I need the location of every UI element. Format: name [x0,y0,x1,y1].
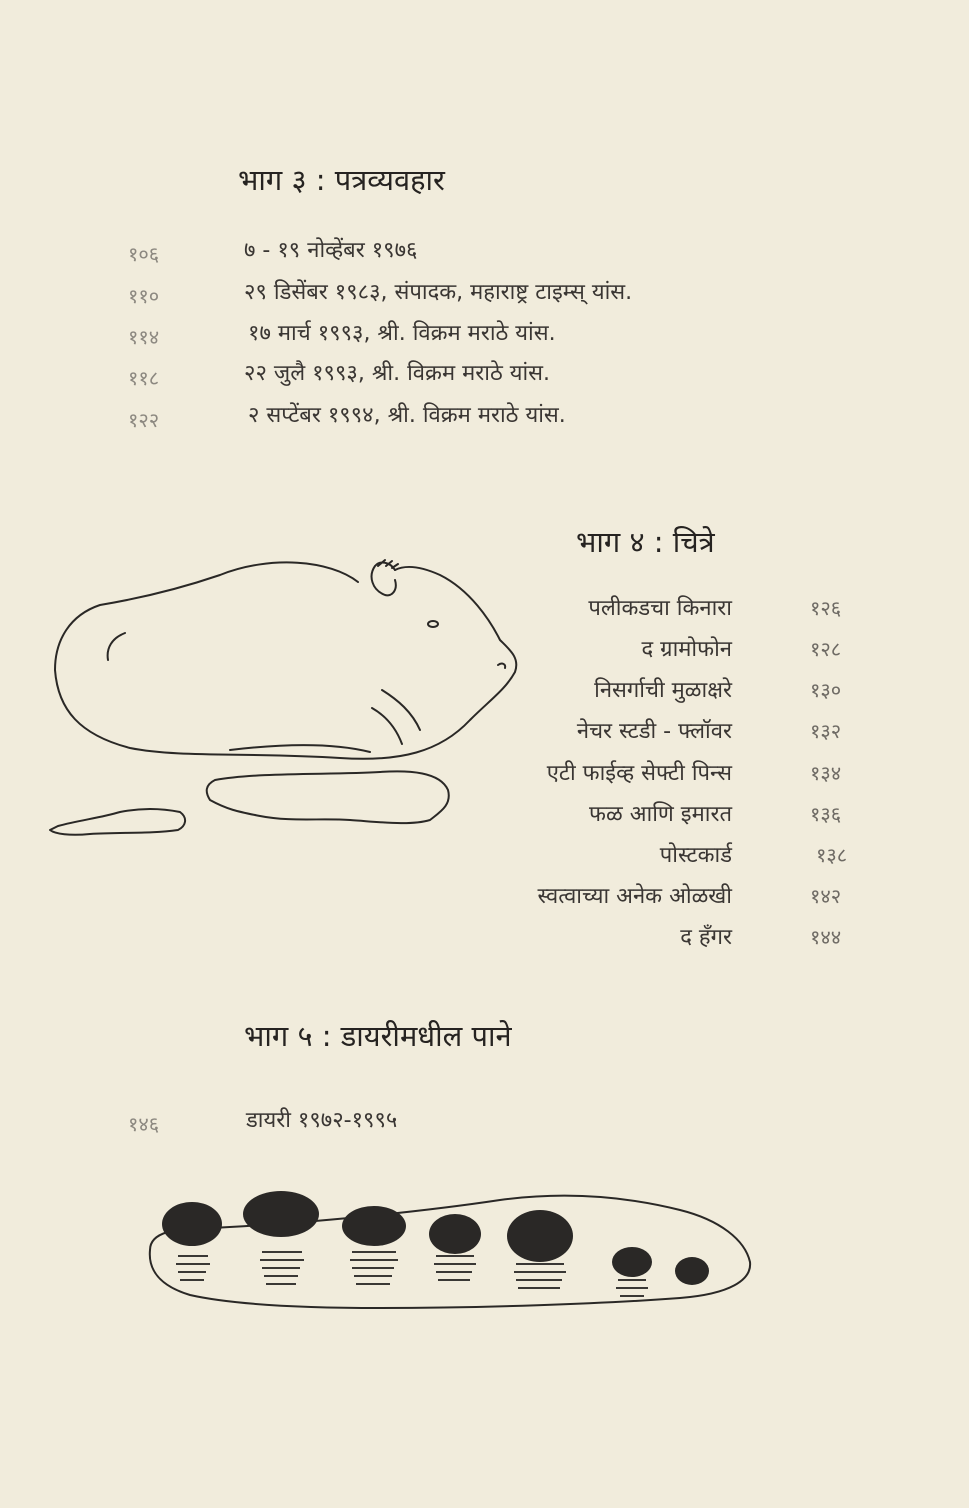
part3-entry-4-title[interactable]: २२ जुलै १९९३, श्री. विक्रम मराठे यांस. [244,361,551,386]
part3-entry-1-page: १०६ [128,242,160,266]
part3-entry-4-page: ११८ [128,366,160,390]
part4-entry-1-page: १२६ [810,596,842,620]
part3-entry-5-title[interactable]: २ सप्टेंबर १९९४, श्री. विक्रम मराठे यांस. [248,403,566,428]
part4-entry-4-page: १३२ [810,719,842,743]
part3-entry-1-title[interactable]: ७ - १९ नोव्हेंबर १९७६ [244,238,418,263]
part4-heading: भाग ४ : चित्रे [576,525,715,559]
part4-entry-5-page: १३४ [810,761,842,785]
part5-entry-1-page: १४६ [128,1112,160,1136]
part3-entry-2-title[interactable]: २९ डिसेंबर १९८३, संपादक, महाराष्ट्र टाइम्स् यांस. [244,280,633,305]
part4-entry-6-page: १३६ [810,802,842,826]
part4-entry-6-title[interactable]: फळ आणि इमारत [589,802,732,827]
part5-heading: भाग ५ : डायरीमधील पाने [244,1019,512,1053]
part4-entry-7-title[interactable]: पोस्टकार्ड [659,843,732,868]
part4-entry-2-page: १२८ [810,637,842,661]
part4-entry-7-page: १३८ [816,843,848,867]
puddle-sketch [50,771,449,834]
creature-sketch [55,560,516,759]
part4-entry-3-title[interactable]: निसर्गाची मुळाक्षरे [594,678,732,703]
part4-entry-1-title[interactable]: पलीकडचा किनारा [588,596,732,621]
stones-sketch [150,1191,750,1308]
part4-entry-3-page: १३० [810,678,842,702]
part4-entry-8-page: १४२ [810,884,842,908]
part3-entry-3-title[interactable]: १७ मार्च १९९३, श्री. विक्रम मराठे यांस. [248,321,556,346]
part4-entry-9-page: १४४ [810,925,842,949]
part4-entry-9-title[interactable]: द हँगर [680,925,732,950]
part4-entry-2-title[interactable]: द ग्रामोफोन [641,637,732,662]
part4-entry-5-title[interactable]: एटी फाईव्ह सेफ्टी पिन्स [546,761,732,786]
part3-entry-3-page: ११४ [128,325,160,349]
part4-entry-4-title[interactable]: नेचर स्टडी - फ्लॉवर [576,719,732,744]
part5-entry-1-title[interactable]: डायरी १९७२-१९९५ [246,1108,398,1133]
part3-entry-2-page: ११० [128,284,160,308]
part4-entry-8-title[interactable]: स्वत्वाच्या अनेक ओळखी [537,884,732,909]
part3-entry-5-page: १२२ [128,408,160,432]
part3-heading: भाग ३ : पत्रव्यवहार [238,163,445,197]
